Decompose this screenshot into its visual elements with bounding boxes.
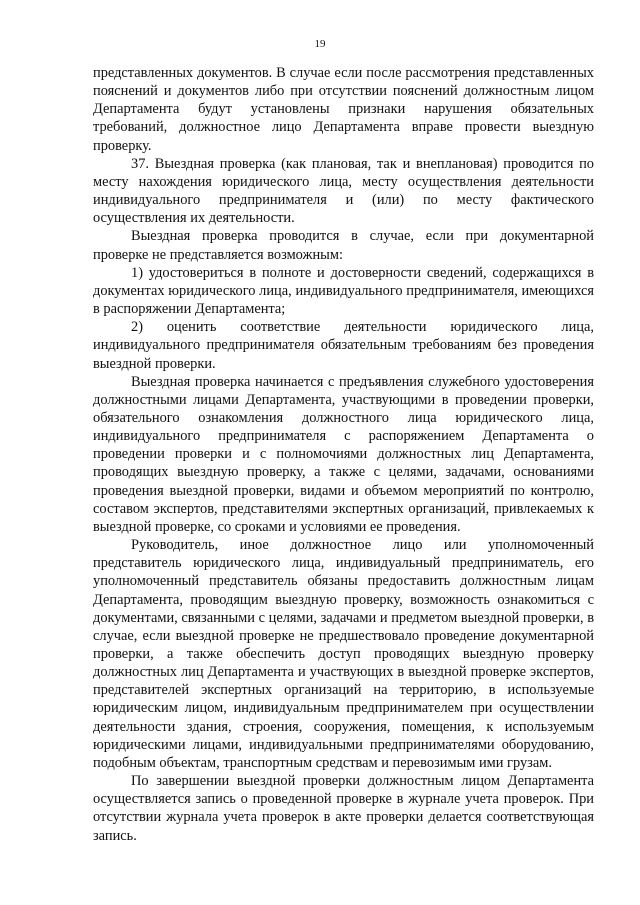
body-text	[93, 64, 594, 845]
paragraph-inspection-start: Выездная проверка начинается с предъявления служебного удостоверения должностными лицами Департамента, участвующими в проведении проверки, обязательного ознакомления должностного лица юридического лица, индивидуального предпринимателя с распоряжением Департамента о проведении проверки и с полномочиями должностных лиц Департамента, проводящих выездную проверку, а также с целями, задачами, основаниями проведения выездной проверки, видами и объемом мероприятий по контролю, составом экспертов, представителями экспертных организаций, привлекаемых к выездной проверке, со сроками и условиями ее проведения.	[93, 373, 594, 535]
page-number: 19	[314, 38, 326, 50]
paragraph-continuation: представленных документов. В случае если после рассмотрения представленных пояснений и документов либо при отсутствии пояснений должностным лицом Департамента будут установлены признаки нарушения обязательных требований, должностное лицо Департамента вправе провести выездную проверку.	[93, 65, 594, 154]
paragraph-conditions-intro: Выездная проверка проводится в случае, если при документарной проверке не представляется возможным:	[93, 228, 594, 263]
paragraph-condition-2: 2) оценить соответствие деятельности юридического лица, индивидуального предпринимателя обязательным требованиям без проведения выездной проверки.	[93, 319, 594, 372]
paragraph-condition-1: 1) удостовериться в полноте и достоверности сведений, содержащихся в документах юридического лица, индивидуального предпринимателя, имеющихся в распоряжении Департамента;	[93, 264, 594, 318]
paragraph-access-obligations: Руководитель, иное должностное лицо или уполномоченный представитель юридического лица, индивидуальный предприниматель, его уполномоченный представитель обязаны предоставить должностным лицам Департамента, проводящим выездную проверку, возможность ознакомиться с документами, связанными с целями, задачами и предметом выездной проверки, в случае, если выездной проверке не предшествовало проведение документарной проверки, а также обеспечить доступ проводящих выездную проверку должностных лиц Департамента и участвующих в выездной проверке экспертов, представителей экспертных организаций на территорию, в используемые юридическим лицом, индивидуальным предпринимателем при осуществлении деятельности здания, строения, сооружения, помещения, к используемым юридическими лицами, индивидуальными предпринимателями оборудованию, подобным объектам, транспортным средствам и перевозимым ими грузам.	[93, 537, 594, 771]
paragraph-item-37: 37. Выездная проверка (как плановая, так и внеплановая) проводится по месту нахождения юридического лица, месту осуществления деятельности индивидуального предпринимателя и (или) по месту фактического осуществления их деятельности.	[93, 155, 594, 227]
paragraph-inspection-completion: По завершении выездной проверки должностным лицом Департамента осуществляется запись о проведенной проверке в журнале учета проверок. При отсутствии журнала учета проверок в акте проверки делается соответствующая запись.	[93, 773, 594, 844]
